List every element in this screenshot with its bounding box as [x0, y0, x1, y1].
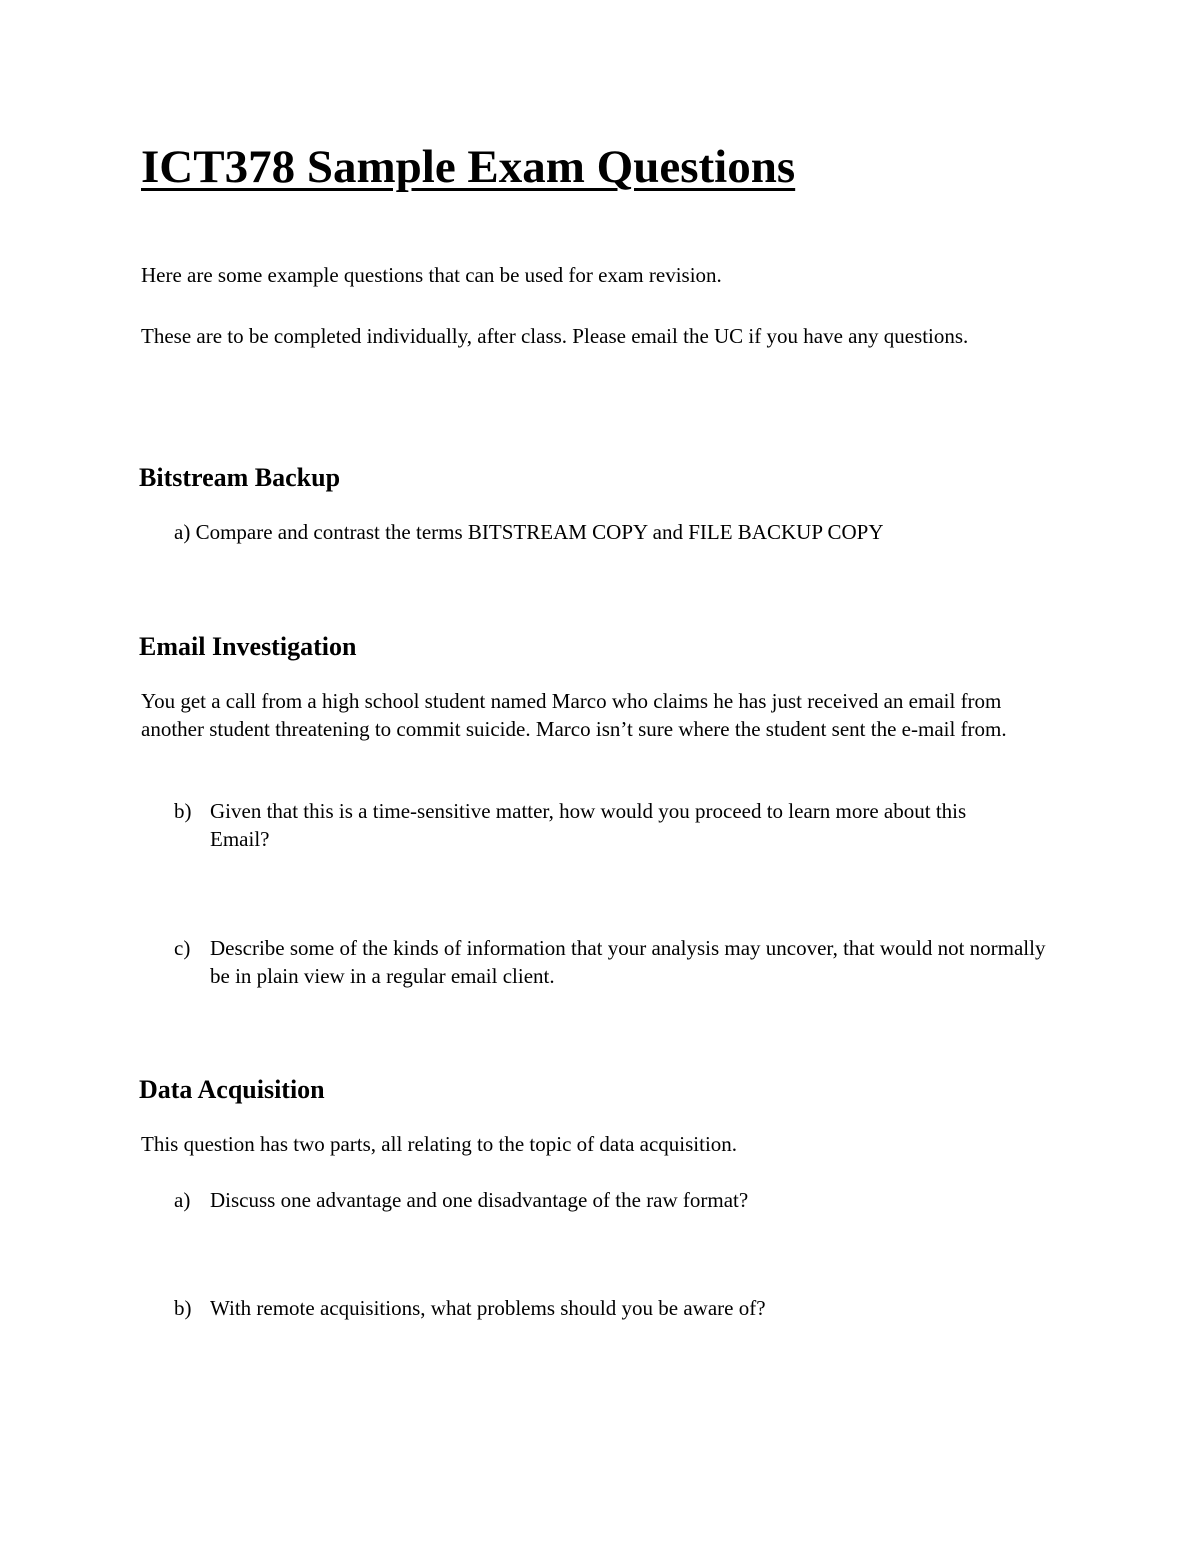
question-item — [174, 518, 883, 546]
section-heading-email-investigation: Email Investigation — [139, 632, 357, 661]
section-heading-data-acquisition: Data Acquisition — [139, 1075, 325, 1104]
section-heading-bitstream-backup: Bitstream Backup — [139, 463, 341, 492]
intro-line-2: These are to be completed individually, after class. Please email the UC if you have any questions. — [141, 324, 969, 348]
section-intro-data-acquisition: This question has two parts, all relating to the topic of data acquisition. — [141, 1132, 738, 1156]
question-text: Given that this is a time-sensitive matter, how would you proceed to learn more about this Email? — [210, 799, 967, 851]
question-text: Compare and contrast the terms BITSTREAM COPY and FILE BACKUP COPY — [195, 520, 884, 544]
question-label: b) — [174, 799, 192, 823]
question-text: With remote acquisitions, what problems should you be aware of? — [210, 1296, 766, 1320]
question-label: a) — [174, 1188, 191, 1212]
question-text: Describe some of the kinds of information that your analysis may uncover, that would not normally be in plain view in a regular email client. — [210, 936, 1046, 988]
question-label: a) — [174, 520, 191, 544]
section-intro-email-investigation: You get a call from a high school student named Marco who claims he has just received an email from another student threatening to commit suicide. Marco isn’t sure where the student sent the e-mail from. — [141, 689, 1007, 741]
intro-line-1: Here are some example questions that can be used for exam revision. — [141, 263, 722, 287]
question-label: c) — [174, 936, 191, 960]
document-title: ICT378 Sample Exam Questions — [141, 141, 796, 193]
question-label: b) — [174, 1296, 192, 1320]
question-text: Discuss one advantage and one disadvantage of the raw format? — [210, 1188, 749, 1212]
